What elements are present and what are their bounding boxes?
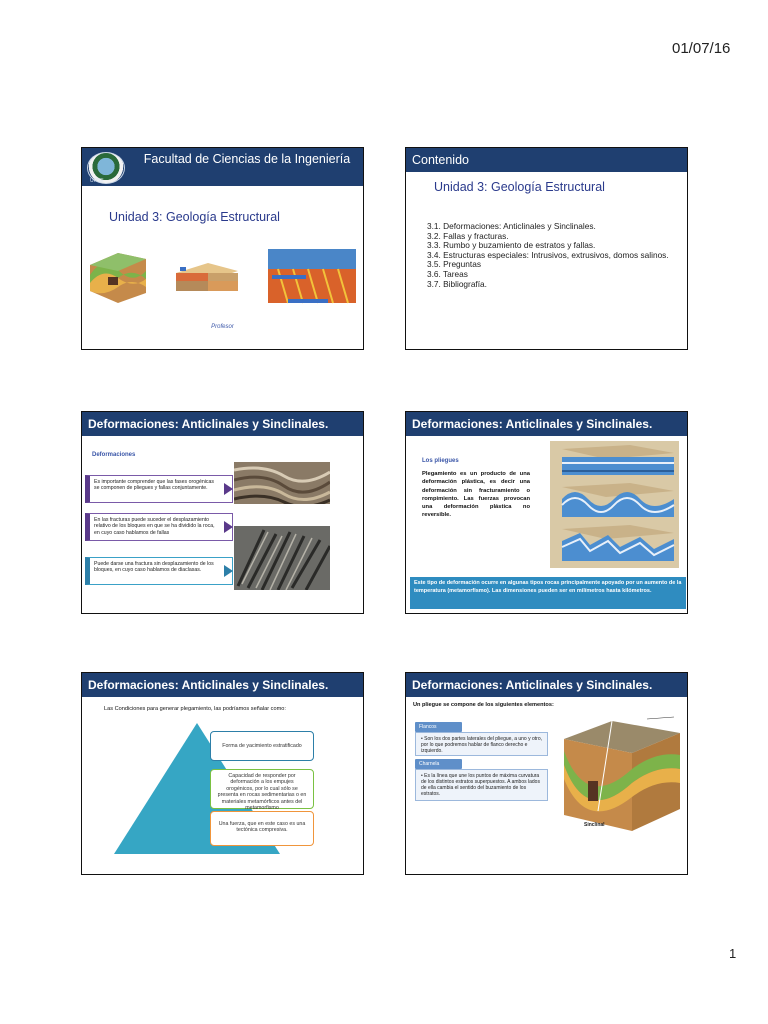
unit-title: Unidad 3: Geología Estructural: [434, 180, 605, 194]
slide-header: Deformaciones: Anticlinales y Sinclinales.: [82, 412, 363, 436]
folds-definition-text: Plegamiento es un producto de una deformación plástica, es decir una deformación sin fracturamiento o rompimiento. Las fuerzas provocan una deformación plástica no reversible.: [422, 471, 530, 519]
figure-label: Sinclinal: [584, 822, 605, 828]
list-item: 3.5. Preguntas: [427, 259, 481, 270]
fold-block-diagram: [552, 711, 684, 836]
note-box: Este tipo de deformación ocurre en algunas tipos rocas principalmente apoyado por un aumento de la temperatura (metamorfismo). Las dimensiones pueden ser en milímetros hasta kilómetros.: [410, 577, 686, 609]
slide-caption: Un pliegue se compone de los siguientes elementos:: [413, 702, 554, 708]
point-box: Puede darse una fractura sin desplazamiento de los bloques, en cuyo caso hablamos de diaclasas.: [85, 557, 233, 585]
slide-5-conditions: [81, 672, 364, 875]
slide-2-contents: [405, 147, 688, 350]
pyramid-level: Una fuerza, que en este caso es una tectónica compresiva.: [210, 811, 314, 846]
slide-header: Deformaciones: Anticlinales y Sinclinales.: [406, 412, 687, 436]
fractured-rock-photo: [234, 526, 330, 590]
point-box: En las fracturas puede suceder el desplazamiento relativo de los bloques en que se ha dividido la roca, en cuyo caso hablamos de fallas: [85, 513, 233, 541]
slide-subtitle: Los pliegues: [422, 458, 459, 464]
list-item: 3.3. Rumbo y buzamiento de estratos y fallas.: [427, 240, 596, 251]
element-title: Charnela: [415, 759, 462, 769]
unit-title: Unidad 3: Geología Estructural: [109, 210, 280, 224]
slide-header: Deformaciones: Anticlinales y Sinclinales.: [406, 673, 687, 697]
professor-label: Profesor: [211, 324, 234, 330]
slide-4-folds: [405, 411, 688, 614]
slide-header: Contenido: [406, 148, 687, 172]
slide-3-deformations: [81, 411, 364, 614]
list-item: 3.4. Estructuras especiales: Intrusivos, extrusivos, domos salinos.: [427, 249, 669, 260]
geology-diagrams-image: [88, 245, 358, 305]
slide-header: Deformaciones: Anticlinales y Sinclinales.: [82, 673, 363, 697]
slide-6-fold-elements: [405, 672, 688, 875]
list-item: 3.7. Bibliografía.: [427, 278, 487, 289]
pyramid-level: Capacidad de responder por deformación a los empujes orogénicos, por lo cual sólo se presenta en rocas sedimentarias o en materiales metamórficos antes del metamorfismo: [210, 769, 314, 809]
logo-text: UPSE: [90, 178, 104, 184]
list-item: 3.1. Deformaciones: Anticlinales y Sinclinales.: [427, 221, 596, 231]
slide-1-title: [81, 147, 364, 350]
contents-list: [427, 222, 688, 289]
header-date: 01/07/16: [672, 40, 731, 57]
element-description: • Son los dos partes laterales del pliegue, a uno y otro, por lo que podremos hablar de flanco derecho e izquierdo.: [415, 732, 548, 756]
list-item: 3.6. Tareas: [427, 268, 468, 279]
pyramid-level: Forma de yacimiento estratificado: [210, 731, 314, 761]
element-title: Flancos: [415, 722, 462, 732]
list-item: 3.2. Fallas y fracturas.: [427, 230, 509, 241]
slide-caption: Las Condiciones para generar plegamiento, las podríamos señalar como:: [104, 706, 286, 712]
point-box: Es importante comprender que las fases orogénicas se componen de pliegues y fallas conjuntamente.: [85, 475, 233, 503]
rock-folds-photo: [234, 462, 330, 504]
page-number: 1: [729, 946, 737, 961]
element-description: • Es la línea que une los puntos de máxima curvatura de los distintos estratos superpuestos. A ambos lados de ella cambia el sentido del buzamiento de los estratos.: [415, 769, 548, 801]
fold-blocks-image: [550, 441, 679, 568]
title-header-bar: [82, 148, 363, 186]
faculty-title: Facultad de Ciencias de la Ingeniería: [143, 152, 351, 166]
slide-subtitle: Deformaciones: [92, 452, 136, 458]
